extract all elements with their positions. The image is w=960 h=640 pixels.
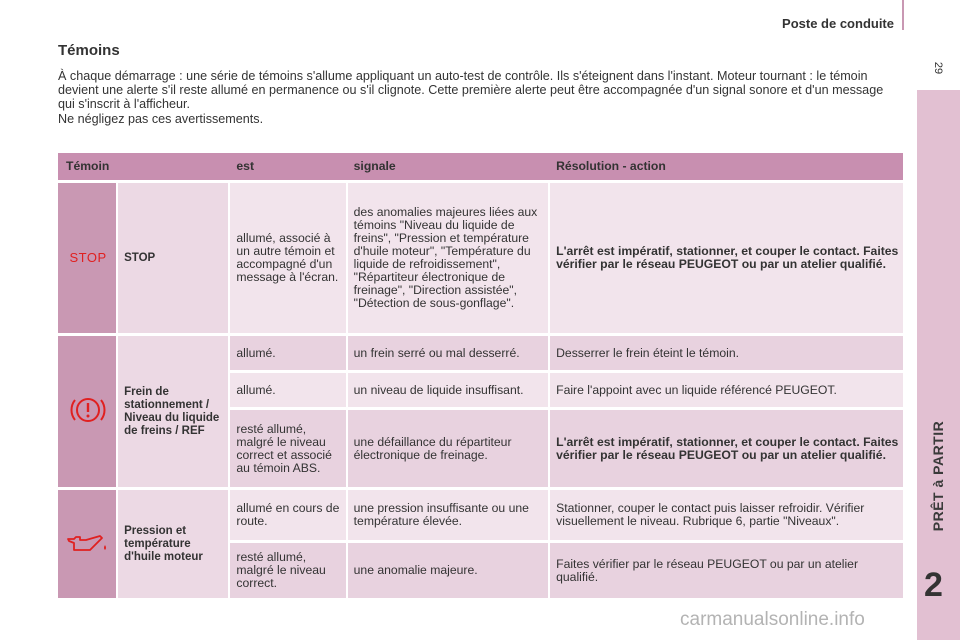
- cell-resolution: L'arrêt est impératif, stationner, et couper le contact. Faites vérifier par le réseau PEUGEOT ou par un atelier qualifié.: [548, 410, 903, 487]
- cell-resolution: Desserrer le frein éteint le témoin.: [548, 336, 903, 370]
- watermark: carmanualsonline.info: [680, 609, 865, 630]
- intro-paragraph: À chaque démarrage : une série de témoins s'allume appliquant un auto-test de contrôle. Ils s'éteignent dans l'instant. Moteur tournant : le témoin devient une alerte s'il reste allumé en permanence ou s'il clignote. Cette première alerte peut être accompagnée d'un signal sonore et d'un message qui s'inscrit à l'afficheur.: [58, 69, 884, 111]
- warning-light-name: Pression et température d'huile moteur: [116, 490, 228, 598]
- brake-warning-icon: [58, 336, 116, 487]
- table-row: [58, 490, 903, 540]
- cell-signale: une anomalie majeure.: [346, 543, 548, 598]
- cell-est: allumé.: [228, 373, 345, 407]
- column-header-temoin: Témoin: [58, 153, 228, 180]
- column-header-resolution: Résolution - action: [548, 153, 903, 180]
- oil-can-icon: [58, 490, 116, 598]
- cell-est: allumé, associé à un autre témoin et accompagné d'un message à l'écran.: [228, 183, 345, 333]
- page-header-title: Poste de conduite: [782, 16, 894, 31]
- cell-est: resté allumé, malgré le niveau correct.: [228, 543, 345, 598]
- chapter-tab: [917, 90, 960, 640]
- chapter-number: 2: [924, 566, 943, 604]
- warning-light-name: STOP: [116, 183, 228, 333]
- warning-lights-table: [58, 150, 903, 601]
- column-header-signale: signale: [346, 153, 548, 180]
- cell-resolution: L'arrêt est impératif, stationner, et couper le contact. Faites vérifier par le réseau PEUGEOT ou par un atelier qualifié.: [548, 183, 903, 333]
- cell-signale: un frein serré ou mal desserré.: [346, 336, 548, 370]
- cell-est: allumé en cours de route.: [228, 490, 345, 540]
- cell-signale: une défaillance du répartiteur électronique de freinage.: [346, 410, 548, 487]
- section-title: Témoins: [58, 42, 120, 59]
- oil-icon-svg: [66, 531, 110, 555]
- table-row: [58, 336, 903, 370]
- cell-resolution: Faire l'appoint avec un liquide référencé PEUGEOT.: [548, 373, 903, 407]
- stop-warning-icon: [58, 183, 116, 333]
- header-divider: [902, 0, 904, 30]
- cell-resolution: Faites vérifier par le réseau PEUGEOT ou par un atelier qualifié.: [548, 543, 903, 598]
- warning-light-name: Frein de stationnement / Niveau du liquide de freins / REF: [116, 336, 228, 487]
- stop-icon-text: STOP: [69, 250, 107, 265]
- table-row: [58, 183, 903, 333]
- brake-icon-svg: [67, 392, 109, 428]
- cell-signale: une pression insuffisante ou une température élevée.: [346, 490, 548, 540]
- table-header-row: [58, 153, 903, 180]
- page-number: 29: [932, 61, 944, 75]
- cell-resolution: Stationner, couper le contact puis laisser refroidir. Vérifier visuellement le niveau. Rubrique 6, partie "Niveaux".: [548, 490, 903, 540]
- cell-signale: des anomalies majeures liées aux témoins "Niveau du liquide de freins", "Pression et température d'huile moteur", "Température du liquide de refroidissement", "Répartiteur électronique de freinage", "Direction assistée", "Détection de sous-gonflage".: [346, 183, 548, 333]
- warning-paragraph: Ne négligez pas ces avertissements.: [58, 112, 264, 126]
- column-header-est: est: [228, 153, 345, 180]
- chapter-section-label: PRÊT à PARTIR: [930, 420, 946, 532]
- cell-est: allumé.: [228, 336, 345, 370]
- cell-signale: un niveau de liquide insuffisant.: [346, 373, 548, 407]
- cell-est: resté allumé, malgré le niveau correct et associé au témoin ABS.: [228, 410, 345, 487]
